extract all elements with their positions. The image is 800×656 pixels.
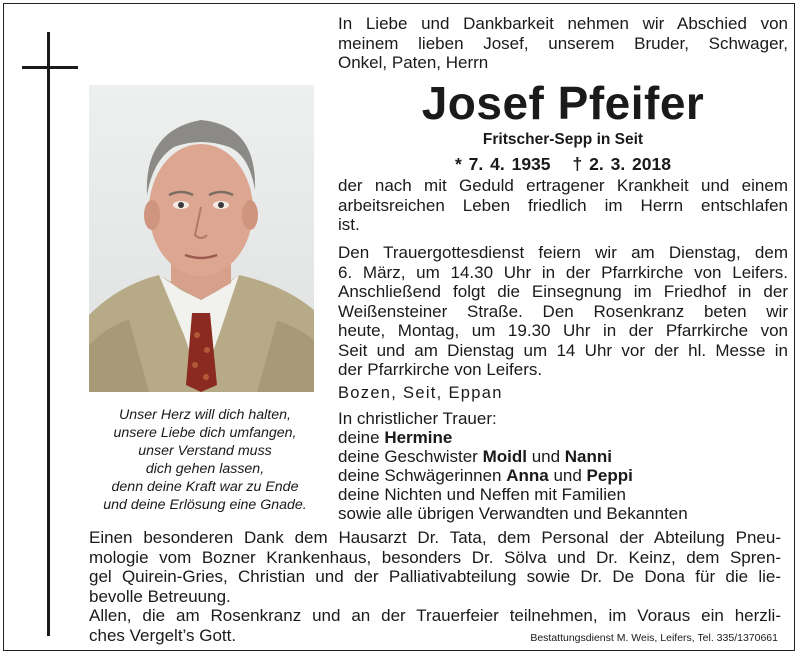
poem-line: und deine Erlösung eine Gnade. xyxy=(103,497,307,513)
poem-line: denn deine Kraft war zu Ende xyxy=(111,479,299,495)
intro-line: meinem lieben Josef, unserem Bruder, Schwager, xyxy=(338,33,788,53)
mourner-name: Peppi xyxy=(586,466,633,485)
nickname: Fritscher-Sepp in Seit xyxy=(482,131,644,148)
thanks-paragraph xyxy=(89,528,781,646)
mourner-text: deine Schwägerinnen xyxy=(338,466,507,485)
mourner-line xyxy=(338,466,788,485)
life-dates xyxy=(338,154,788,175)
mourner-text: und xyxy=(526,447,565,466)
cross-icon-bar xyxy=(22,66,78,69)
birth-date: * 7. 4. 1935 xyxy=(455,154,551,174)
poem-line: Unser Herz will dich halten, xyxy=(119,407,291,423)
illness-line: arbeitsreichen Leben friedlich im Herrn entschlafen xyxy=(338,195,788,215)
thanks-line: gel Quirein-Gries, Christian und der Palliativabteilung sowie Dr. De Dona für die lie- xyxy=(89,567,781,587)
death-date: † 2. 3. 2018 xyxy=(572,154,671,174)
poem-line: dich gehen lassen, xyxy=(145,461,265,477)
mourners-list xyxy=(338,409,788,523)
service-line: Den Trauergottesdienst feiern wir am Dienstag, dem xyxy=(338,243,788,262)
poem-line: unser Verstand muss xyxy=(138,443,272,459)
illness-line: ist. xyxy=(338,215,360,234)
mourner-name: Anna xyxy=(506,466,549,485)
mourner-line xyxy=(338,428,788,447)
mourner-line xyxy=(338,447,788,466)
mourner-name: Nanni xyxy=(564,447,613,466)
service-paragraph xyxy=(338,243,788,380)
mourner-text: deine xyxy=(338,428,385,447)
thanks-line: mologie vom Bozner Krankenhaus, besonders Dr. Sölva und Dr. Keinz, dem Spren- xyxy=(89,547,781,567)
illness-paragraph xyxy=(338,176,788,235)
mourners-heading: In christlicher Trauer: xyxy=(338,409,497,428)
service-line: heute, Montag, um 19.30 Uhr in der Pfarrkirche von xyxy=(338,321,788,340)
poem-line: unsere Liebe dich umfangen, xyxy=(113,425,297,441)
mourner-line: deine Nichten und Neffen mit Familien xyxy=(338,485,626,504)
thanks-line: bevolle Betreuung. xyxy=(89,586,231,606)
service-line: der Pfarrkirche von Leifers. xyxy=(338,360,543,379)
portrait-photo xyxy=(89,85,314,392)
thanks-line: Allen, die am Rosenkranz und an der Trauerfeier teilnehmen, im Voraus ein herzli- xyxy=(89,606,781,626)
deceased-name: Josef Pfeifer xyxy=(421,77,705,129)
intro-line: Onkel, Paten, Herrn xyxy=(338,53,489,72)
places: Bozen, Seit, Eppan xyxy=(338,384,503,402)
funeral-service-credit: Bestattungsdienst M. Weis, Leifers, Tel. 335/1370661 xyxy=(530,632,778,644)
intro-line: In Liebe und Dankbarkeit nehmen wir Abschied von xyxy=(338,14,788,33)
service-line: 6. März, um 14.30 Uhr in der Pfarrkirche von Leifers. xyxy=(338,262,788,282)
mourner-line: sowie alle übrigen Verwandten und Bekannten xyxy=(338,504,688,523)
service-line: Seit und am Dienstag um 14 Uhr vor der hl. Messe in xyxy=(338,340,788,360)
thanks-line: Einen besonderen Dank dem Hausarzt Dr. Tata, dem Personal der Abteilung Pneu- xyxy=(89,528,781,547)
memorial-poem xyxy=(85,406,325,514)
mourner-text: deine Geschwister xyxy=(338,447,483,466)
intro-paragraph xyxy=(338,14,788,73)
service-line: Weißensteiner Straße. Den Rosenkranz beten wir xyxy=(338,301,788,321)
mourner-name: Hermine xyxy=(384,428,453,447)
service-line: Anschließend folgt die Einsegnung im Friedhof in der xyxy=(338,282,788,301)
thanks-line: ches Vergelt’s Gott. xyxy=(89,625,237,645)
illness-line: der nach mit Geduld ertragener Krankheit und einem xyxy=(338,176,788,195)
mourner-name: Moidl xyxy=(482,447,527,466)
mourner-text: und xyxy=(548,466,587,485)
cross-icon xyxy=(47,32,50,636)
